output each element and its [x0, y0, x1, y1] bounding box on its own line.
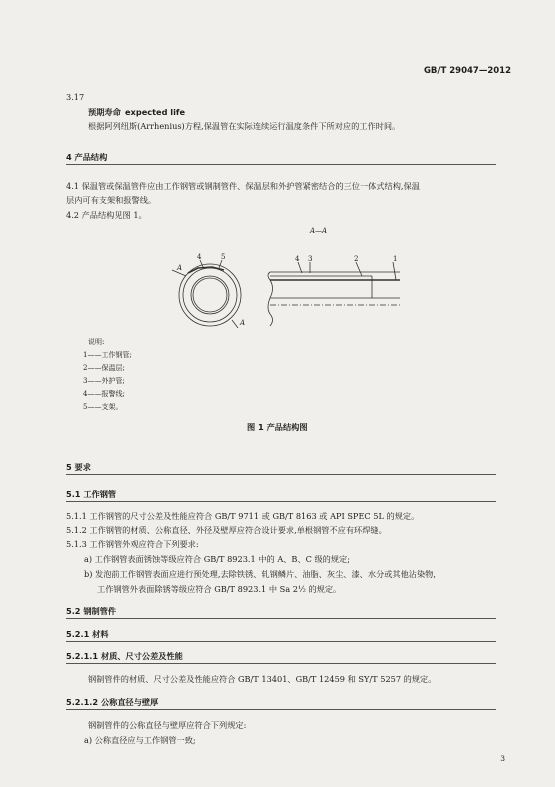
term-english: expected life [125, 107, 186, 117]
standard-number: GB/T 29047—2012 [423, 66, 511, 76]
cut-line-bottom [232, 320, 238, 328]
paragraph: 钢制管件的公称直径与壁厚应符合下列规定: [88, 720, 247, 730]
paragraph: 5.1.1 工作钢管的尺寸公差及性能应符合 GB/T 9711 或 GB/T 8163 或 API SPEC 5L 的规定。 [66, 511, 420, 521]
divider [66, 474, 496, 475]
callout-label: 4 [197, 253, 202, 261]
section-heading: 4 产品结构 [66, 152, 108, 162]
paragraph: 5.1.2 工作钢管的材质、公称直径、外径及壁厚应符合设计要求,单根钢管不应有环焊缝。 [66, 525, 387, 535]
callout-label: 1 [393, 255, 398, 263]
legend-item: 5——支架。 [83, 403, 123, 411]
steel-pipe-inner-circle [193, 278, 227, 312]
subsection-heading: 5.1 工作钢管 [66, 489, 117, 499]
subsection-heading: 5.2.1.2 公称直径与壁厚 [66, 697, 159, 707]
section-heading: 5 要求 [66, 462, 91, 472]
alarm-wire-mark [188, 267, 224, 273]
callout-label: 4 [295, 255, 300, 263]
list-item: a) 公称直径应与工作钢管一致; [84, 735, 196, 745]
legend-item: 2——保温层; [83, 364, 125, 372]
callout-label: 2 [354, 255, 359, 263]
legend-item: 4——报警线; [83, 390, 125, 398]
list-item: b) 发泡前工作钢管表面应进行预处理,去除铁锈、轧钢鳞片、油脂、灰尘、漆、水分或其他沾染物, [84, 569, 436, 579]
list-item: a) 工作钢管表面锈蚀等级应符合 GB/T 8923.1 中的 A、B、C 级的规定; [84, 554, 351, 564]
divider [66, 501, 496, 502]
callout-label: 3 [308, 255, 313, 263]
subsection-heading: 5.2.1 材料 [66, 629, 109, 639]
divider [66, 709, 496, 710]
term-chinese: 预期寿命 [88, 107, 121, 117]
steel-pipe-circle [191, 276, 229, 314]
callout-label: 5 [221, 253, 226, 261]
legend-title: 说明: [88, 338, 105, 346]
list-item-continuation: 工作钢管外表面除锈等级应符合 GB/T 8923.1 中 Sa 2½ 的规定。 [97, 584, 342, 594]
legend-item: 3——外护管; [83, 377, 125, 385]
legend-item: 1——工作钢管; [83, 351, 132, 359]
divider [66, 618, 496, 619]
page-number: 3 [500, 754, 505, 763]
cut-label-top: A [177, 264, 183, 272]
paragraph: 4.2 产品结构见图 1。 [66, 210, 147, 220]
cut-label-bottom: A [240, 319, 246, 327]
paragraph: 4.1 保温管或保温管件应由工作钢管或钢制管件、保温层和外护管紧密结合的三位一体式结构,保温 [66, 181, 420, 191]
divider [66, 641, 496, 642]
section-number: 3.17 [66, 92, 85, 102]
paragraph: 层内可有支架和报警线。 [66, 195, 157, 205]
term-definition: 根据阿列纽斯(Arrhenius)方程,保温管在实际连续运行温度条件下所对应的工作时间。 [88, 121, 401, 131]
section-view-label: A—A [310, 227, 328, 235]
paragraph: 5.1.3 工作钢管外观应符合下列要求: [66, 539, 199, 549]
subsection-heading: 5.2.1.1 材质、尺寸公差及性能 [66, 651, 183, 661]
figure-caption: 图 1 产品结构图 [247, 422, 308, 432]
paragraph: 钢制管件的材质、尺寸公差及性能应符合 GB/T 13401、GB/T 12459 和 SY/T 5257 的规定。 [88, 674, 437, 684]
divider [66, 663, 496, 664]
subsection-heading: 5.2 钢制管件 [66, 606, 117, 616]
